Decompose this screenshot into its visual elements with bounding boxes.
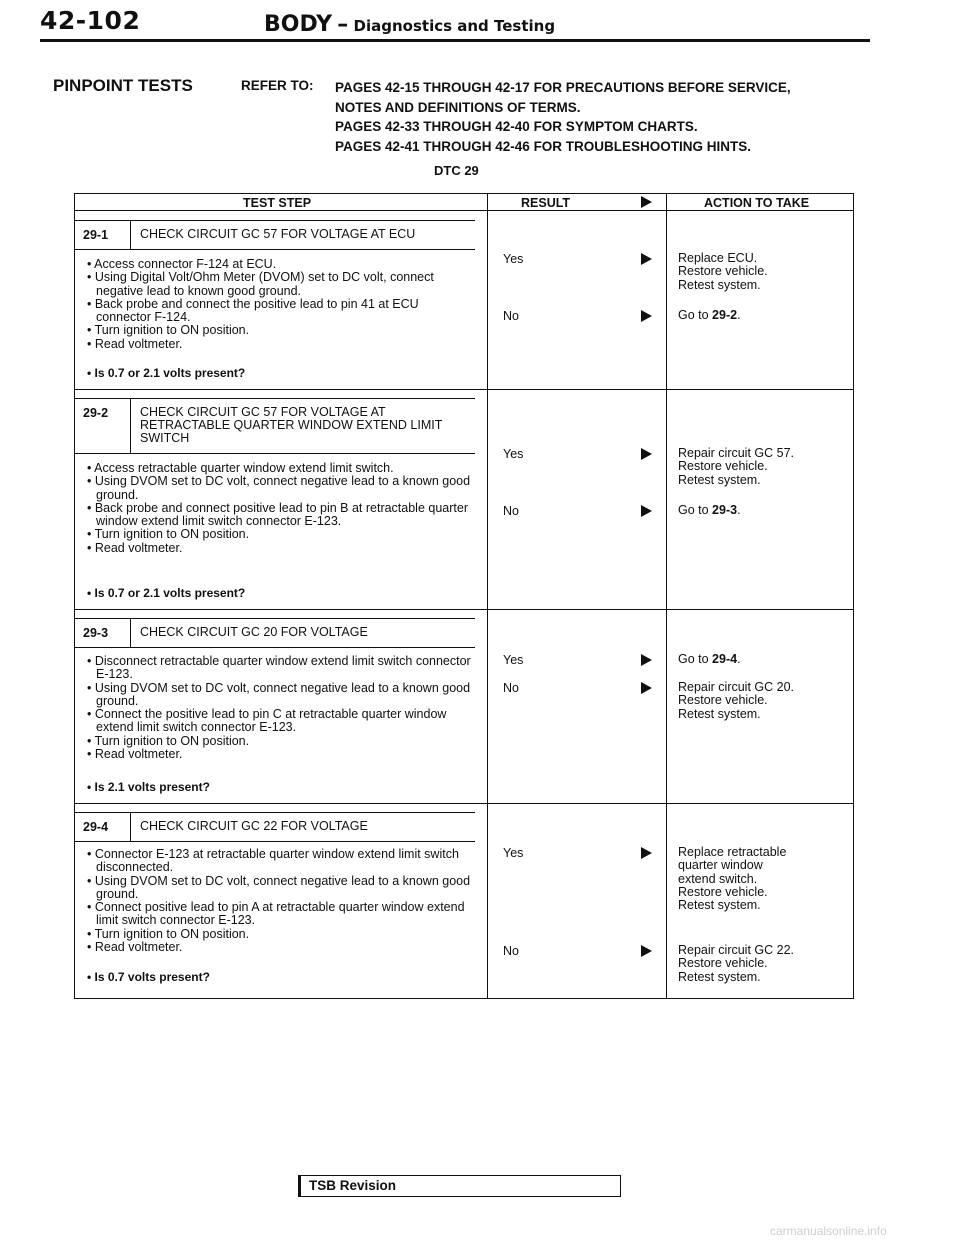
step-procedure-29-4 (87, 848, 477, 954)
page-number: 42-102 (40, 6, 141, 35)
header-divider (75, 210, 853, 211)
step-id: 29-2 (83, 406, 109, 420)
action-line: Replace ECU. (678, 251, 758, 265)
procedure-item: • Disconnect retractable quarter window extend limit switch connector E-123. (87, 654, 471, 682)
procedure-item: • Read voltmeter. (87, 540, 183, 555)
step-reference: 29-2 (712, 308, 738, 322)
refer-line: PAGES 42-15 THROUGH 42-17 FOR PRECAUTIONS BEFORE SERVICE, (335, 80, 791, 95)
action-text: Go to (678, 308, 713, 322)
step-id-divider (130, 221, 131, 249)
arrow-icon (641, 847, 652, 859)
step-question: • Is 0.7 volts present? (87, 970, 210, 984)
procedure-item: • Back probe and connect positive lead to pin B at retractable quarter window extend limit switch connector E-123. (87, 500, 468, 529)
step-id: 29-1 (83, 228, 109, 242)
action-text: Go to (678, 503, 713, 517)
step-title: CHECK CIRCUIT GC 57 FOR VOLTAGE AT RETRACTABLE QUARTER WINDOW EXTEND LIMIT SWITCH (140, 405, 443, 445)
step-id-divider (130, 399, 131, 453)
procedure-item: • Read voltmeter. (87, 940, 183, 955)
step-header-29-4 (75, 812, 475, 842)
arrow-icon (641, 654, 652, 666)
result-no: No (503, 309, 519, 323)
refer-line: PAGES 42-33 THROUGH 42-40 FOR SYMPTOM CHARTS. (335, 119, 698, 134)
arrow-icon (641, 448, 652, 460)
step-header-29-3 (75, 618, 475, 648)
action-29-1-yes (678, 252, 848, 292)
action-line: Repair circuit GC 20. (678, 680, 795, 694)
col-header-result: RESULT (521, 196, 571, 210)
arrow-icon (641, 505, 652, 517)
step-procedure-29-3 (87, 655, 477, 761)
procedure-item: • Turn ignition to ON position. (87, 527, 250, 542)
step-title: CHECK CIRCUIT GC 22 FOR VOLTAGE (140, 819, 368, 833)
step-title: CHECK CIRCUIT GC 20 FOR VOLTAGE (140, 625, 368, 639)
action-29-2-yes (678, 447, 848, 487)
page-title (264, 12, 555, 37)
procedure-item: • Using DVOM set to DC volt, connect negative lead to a known good ground. (87, 680, 471, 708)
tsb-revision-label: TSB Revision (309, 1178, 397, 1193)
procedure-item: • Connect the positive lead to pin C at retractable quarter window extend limit switch connector E-123. (87, 707, 447, 735)
step-reference: 29-3 (712, 503, 738, 517)
action-29-2-no (678, 504, 848, 517)
procedure-item: • Access retractable quarter window extend limit switch. (87, 461, 394, 475)
col-header-test-step: TEST STEP (243, 196, 312, 210)
watermark: carmanualsonline.info (770, 1224, 887, 1238)
action-text: Go to (678, 652, 713, 666)
arrow-icon (641, 945, 652, 957)
result-yes: Yes (503, 653, 524, 667)
step-id-divider (130, 813, 131, 841)
procedure-item: • Turn ignition to ON position. (87, 733, 250, 748)
action-line: Restore vehicle. (678, 693, 768, 708)
section-name: BODY (264, 12, 333, 37)
action-line: Retest system. (678, 277, 761, 292)
step-id: 29-4 (83, 820, 109, 834)
title-dash: – (337, 12, 349, 37)
procedure-item: • Using DVOM set to DC volt, connect negative lead to a known good ground. (87, 873, 471, 901)
result-yes: Yes (503, 846, 524, 860)
column-divider (666, 194, 667, 998)
procedure-item: • Back probe and connect the positive lead to pin 41 at ECU connector F-124. (87, 296, 419, 325)
result-no: No (503, 681, 519, 695)
action-line: Restore vehicle. (678, 264, 768, 279)
result-no: No (503, 944, 519, 958)
pinpoint-test-table (74, 193, 854, 999)
result-no: No (503, 504, 519, 518)
procedure-item: • Connect positive lead to pin A at retractable quarter window extend limit switch connector E-123. (87, 900, 465, 928)
action-line: Retest system. (678, 472, 761, 487)
arrow-icon (641, 196, 652, 208)
action-29-4-no (678, 944, 848, 984)
arrow-icon (641, 310, 652, 322)
tsb-revision-box (298, 1175, 621, 1197)
dtc-code: DTC 29 (434, 163, 479, 178)
page-header (40, 8, 870, 42)
refer-line: NOTES AND DEFINITIONS OF TERMS. (335, 99, 581, 115)
step-question: • Is 2.1 volts present? (87, 780, 210, 794)
row-divider (75, 389, 853, 390)
action-line: Replace retractable (678, 845, 787, 859)
action-line: Retest system. (678, 969, 761, 984)
section-subtitle: Diagnostics and Testing (353, 17, 556, 35)
procedure-item: • Access connector F-124 at ECU. (87, 257, 277, 271)
action-line: Retest system. (678, 898, 761, 913)
step-title: CHECK CIRCUIT GC 57 FOR VOLTAGE AT ECU (140, 227, 416, 241)
step-id-divider (130, 619, 131, 647)
step-procedure-29-2 (87, 462, 477, 555)
procedure-item: • Read voltmeter. (87, 747, 183, 762)
step-question: • Is 0.7 or 2.1 volts present? (87, 366, 246, 380)
refer-line: PAGES 42-41 THROUGH 42-46 FOR TROUBLESHOOTING HINTS. (335, 138, 752, 154)
step-header-29-1 (75, 220, 475, 250)
action-line: extend switch. (678, 871, 758, 886)
step-header-29-2 (75, 398, 475, 454)
action-line: quarter window (678, 858, 763, 873)
action-text: . (737, 503, 741, 517)
action-line: Restore vehicle. (678, 884, 768, 899)
step-question: • Is 0.7 or 2.1 volts present? (87, 586, 246, 600)
result-yes: Yes (503, 447, 524, 461)
column-divider (487, 194, 488, 998)
action-text: . (737, 652, 741, 666)
procedure-item: • Turn ignition to ON position. (87, 323, 250, 338)
procedure-item: • Turn ignition to ON position. (87, 926, 250, 941)
step-id: 29-3 (83, 626, 109, 640)
arrow-icon (641, 253, 652, 265)
action-line: Repair circuit GC 22. (678, 943, 795, 957)
action-text: . (737, 308, 741, 322)
procedure-item: • Using DVOM set to DC volt, connect negative lead to a known good ground. (87, 474, 471, 502)
step-procedure-29-1 (87, 258, 477, 351)
action-line: Repair circuit GC 57. (678, 446, 795, 460)
action-line: Restore vehicle. (678, 956, 768, 971)
procedure-item: • Using Digital Volt/Ohm Meter (DVOM) set to DC volt, connect negative lead to known good ground. (87, 270, 434, 298)
refer-to-lines (335, 78, 791, 156)
col-header-action: ACTION TO TAKE (704, 196, 810, 210)
action-29-4-yes (678, 846, 848, 912)
action-29-1-no (678, 309, 848, 322)
step-reference: 29-4 (712, 652, 738, 666)
action-29-3-yes (678, 653, 848, 666)
row-divider (75, 803, 853, 804)
row-divider (75, 609, 853, 610)
procedure-item: • Connector E-123 at retractable quarter window extend limit switch disconnected. (87, 847, 459, 875)
action-line: Restore vehicle. (678, 459, 768, 474)
refer-to-label: REFER TO: (241, 78, 314, 93)
action-line: Retest system. (678, 706, 761, 721)
action-29-3-no (678, 681, 848, 721)
pinpoint-tests-label: PINPOINT TESTS (53, 76, 193, 95)
result-yes: Yes (503, 252, 524, 266)
procedure-item: • Read voltmeter. (87, 336, 183, 351)
arrow-icon (641, 682, 652, 694)
